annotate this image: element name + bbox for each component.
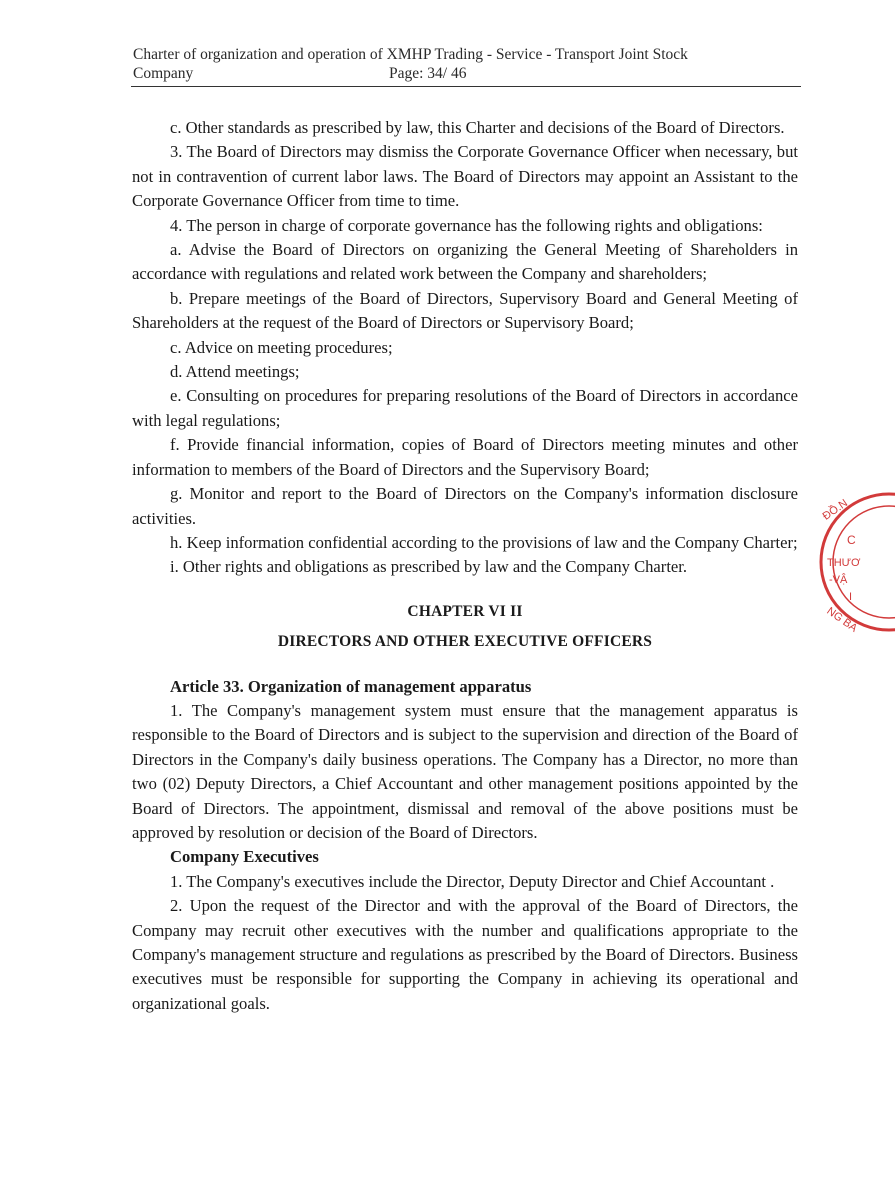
list-item-e: e. Consulting on procedures for preparing resolutions of the Board of Directors in accordance with legal regulations; — [132, 386, 798, 430]
company-seal-stamp — [815, 488, 895, 638]
page-header — [133, 45, 799, 83]
svg-text:NG BA: NG BA — [824, 605, 860, 635]
svg-text:-VẬ: -VẬ — [829, 574, 848, 586]
list-item-h: h. Keep information confidential according to the provisions of law and the Company Charter; — [170, 532, 798, 552]
chapter-title: DIRECTORS AND OTHER EXECUTIVE OFFICERS — [277, 633, 653, 651]
header-title-line2: Company — [133, 65, 194, 82]
svg-text:C: C — [847, 533, 856, 547]
page-number: Page: 34/ 46 — [389, 65, 467, 82]
svg-text:I: I — [849, 591, 853, 603]
paragraph-standards: c. Other standards as prescribed by law, this Charter and decisions of the Board of Directors. — [170, 118, 785, 137]
svg-text:ĐỒ.N: ĐỒ.N — [820, 497, 850, 523]
chapter-heading — [132, 600, 798, 655]
paragraph-dismissal: 3. The Board of Directors may dismiss the Corporate Governance Officer when necessary, but not in contravention of current labor laws. The Board of Directors may appoint an Assistant to the Corporate Governance Officer from time to time. — [132, 142, 798, 211]
list-item-c: c. Advice on meeting procedures; — [170, 337, 393, 357]
list-item-b: b. Prepare meetings of the Board of Directors, Supervisory Board and General Meeting of Shareholders at the request of the Board of Directors or Supervisory Board; — [132, 288, 798, 333]
section-heading: Company Executives — [170, 847, 319, 867]
list-item-i: i. Other rights and obligations as prescribed by law and the Company Charter. — [170, 557, 688, 577]
paragraph-rights-intro: 4. The person in charge of corporate governance has the following rights and obligations: — [170, 215, 763, 235]
header-title-line1: Charter of organization and operation of XMHP Trading - Service - Transport Joint Stock — [133, 46, 688, 63]
header-divider — [131, 86, 801, 87]
list-item-f: f. Provide financial information, copies of Board of Directors meeting minutes and other information to members of the Board of Directors and the Supervisory Board; — [132, 435, 798, 479]
article-paragraph-1: 1. The Company's management system must ensure that the management apparatus is responsible to the Board of Directors and is subject to the supervision and direction of the Board of Directors in the Company's daily business operations. The Company has a Director, no more than two (02) Deputy Directors, a Chief Accountant and other management positions appointed by the Board of Directors. The appointment, dismissal and removal of the above positions must be approved by resolution or decision of the Board of Directors. — [132, 700, 798, 842]
svg-text:THƯƠ: THƯƠ — [827, 557, 861, 569]
executives-paragraph-2: 2. Upon the request of the Director and with the approval of the Board of Directors, the Company may recruit other executives with the number and qualifications appropriate to the Company's management structure and regulations as prescribed by the Board of Directors. Business executives must be responsible for supporting the Company in achieving its operational and organizational goals. — [132, 896, 798, 1013]
article-heading: Article 33. Organization of management apparatus — [170, 676, 532, 696]
list-item-a: a. Advise the Board of Directors on organizing the General Meeting of Shareholders in accordance with regulations and related work between the Company and shareholders; — [132, 240, 798, 284]
document-body — [132, 116, 798, 1016]
list-item-d: d. Attend meetings; — [170, 362, 300, 382]
chapter-number: CHAPTER VI II — [407, 602, 523, 620]
executives-paragraph-1: 1. The Company's executives include the Director, Deputy Director and Chief Accountant . — [170, 871, 775, 891]
list-item-g: g. Monitor and report to the Board of Directors on the Company's information disclosure activities. — [132, 484, 798, 528]
